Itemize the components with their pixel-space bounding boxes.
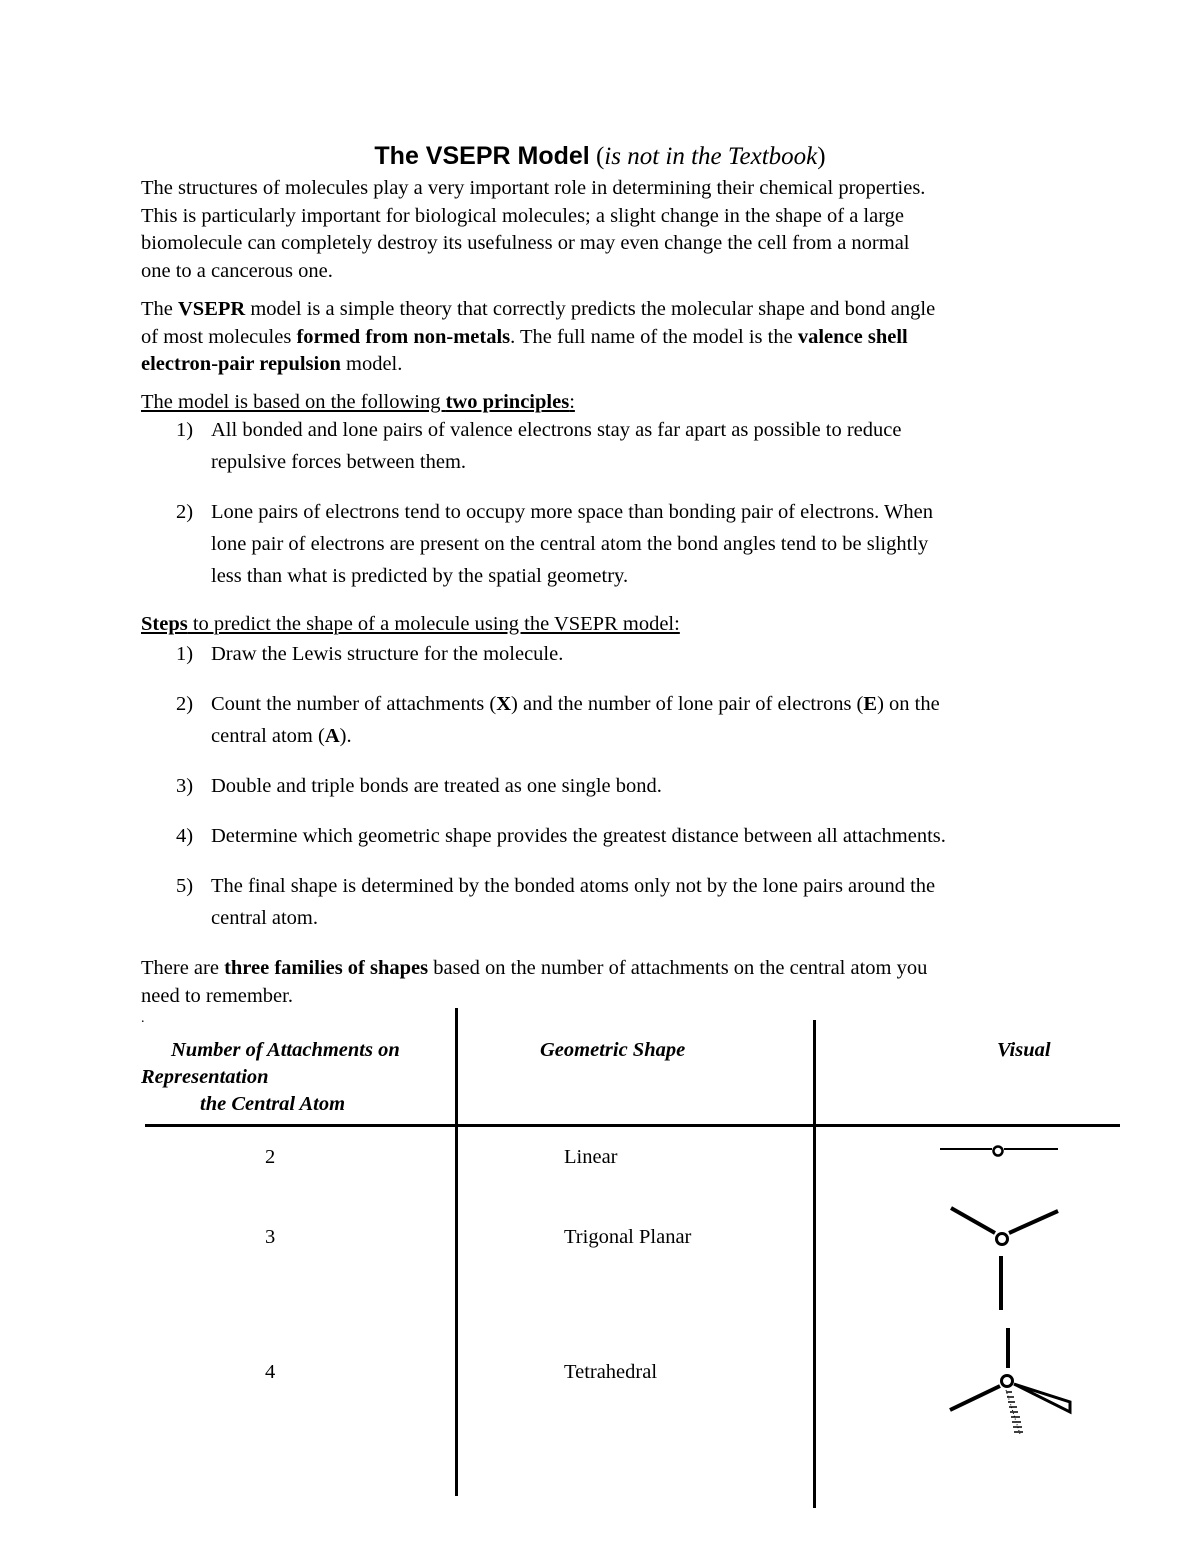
- list-number: 5): [176, 875, 194, 897]
- row-shape: Tetrahedral: [564, 1361, 658, 1383]
- text-run: ) on the: [877, 693, 940, 715]
- step-line: The final shape is determined by the bonded atoms only not by the lone pairs around the: [211, 875, 936, 897]
- linear-icon: [935, 1138, 1065, 1164]
- bold-term: three families of shapes: [224, 957, 429, 979]
- text-run: need to remember.: [141, 984, 293, 1007]
- title-main: The VSEPR Model: [374, 142, 590, 170]
- step-line: Determine which geometric shape provides the greatest distance between all attachments.: [211, 825, 946, 847]
- tetrahedral-icon: [940, 1322, 1080, 1442]
- intro-line: The structures of molecules play a very important role in determining their chemical properties.: [141, 177, 926, 199]
- bold-term: A: [324, 725, 340, 747]
- trigonal-planar-icon: [945, 1200, 1065, 1315]
- text-run: model.: [340, 353, 403, 375]
- title-paren-close: ): [817, 143, 826, 170]
- step-line: central atom.: [211, 907, 319, 929]
- table-header-rule: [145, 1124, 1120, 1127]
- title-subtitle: is not in the Textbook: [604, 143, 818, 170]
- principle-line: less than what is predicted by the spatial geometry.: [211, 565, 629, 587]
- vsepr-paragraph: [141, 296, 1071, 379]
- text-run: model is a simple theory that correctly predicts the molecular shape and bond angle: [245, 298, 936, 320]
- list-number: 1): [176, 643, 194, 665]
- step-line: Draw the Lewis structure for the molecule.: [211, 643, 564, 665]
- principle-line: lone pair of electrons are present on the central atom the bond angles tend to be slightly: [211, 533, 929, 555]
- principle-line: All bonded and lone pairs of valence electrons stay as far apart as possible to reduce: [211, 419, 902, 441]
- text-run: The: [141, 298, 178, 320]
- bold-term: two principles: [445, 391, 570, 413]
- text-run: There are: [141, 957, 225, 979]
- header-geometric-shape: Geometric Shape: [540, 1039, 686, 1061]
- steps-heading: [141, 611, 1071, 639]
- text-run: The model is based on the following: [141, 391, 446, 413]
- intro-line: This is particularly important for biological molecules; a slight change in the shape of a large: [141, 204, 905, 227]
- header-visual: Visual: [997, 1039, 1051, 1061]
- header-representation: Representation: [141, 1066, 269, 1088]
- text-run: Count the number of attachments (: [211, 693, 497, 715]
- text-run: . The full name of the model is the: [510, 325, 798, 348]
- row-count: 4: [265, 1361, 276, 1383]
- bold-term: X: [496, 693, 512, 715]
- row-shape: Trigonal Planar: [564, 1226, 692, 1248]
- step-line: Double and triple bonds are treated as one single bond.: [211, 775, 662, 797]
- list-number: 1): [176, 419, 194, 441]
- header-central-atom: the Central Atom: [200, 1093, 346, 1115]
- families-paragraph: [141, 955, 1071, 1028]
- title-paren-open: (: [589, 143, 605, 170]
- header-attachments: Number of Attachments on: [171, 1039, 400, 1061]
- text-run: ) and the number of lone pair of electrons (: [511, 693, 864, 715]
- bold-term: E: [863, 693, 878, 715]
- bold-term: VSEPR: [178, 298, 246, 320]
- principle-line: Lone pairs of electrons tend to occupy more space than bonding pair of electrons. When: [211, 501, 934, 523]
- bold-term: Steps: [141, 613, 188, 635]
- table-divider-2: [813, 1020, 816, 1508]
- list-number: 4): [176, 825, 194, 847]
- stray-dot: .: [141, 1011, 145, 1026]
- page-title: [0, 142, 1200, 171]
- principle-line: repulsive forces between them.: [211, 451, 467, 473]
- text-run: of most molecules: [141, 325, 297, 348]
- text-run: central atom (: [211, 725, 325, 747]
- text-run: ).: [339, 725, 352, 747]
- bold-term: electron-pair repulsion: [141, 353, 341, 375]
- row-count: 3: [265, 1226, 276, 1248]
- row-count: 2: [265, 1146, 276, 1168]
- intro-paragraph: [141, 175, 1071, 285]
- intro-line: one to a cancerous one.: [141, 259, 333, 282]
- bold-term: valence shell: [797, 325, 908, 348]
- table-divider-1: [455, 1008, 458, 1496]
- text-run: to predict the shape of a molecule using the VSEPR model:: [187, 613, 680, 635]
- list-number: 2): [176, 501, 194, 523]
- text-run: based on the number of attachments on the central atom you: [428, 957, 928, 979]
- bold-term: formed from non-metals: [296, 325, 511, 348]
- row-shape: Linear: [564, 1146, 618, 1168]
- text-run: :: [569, 391, 575, 413]
- principles-heading: [141, 389, 1071, 417]
- intro-line: biomolecule can completely destroy its usefulness or may even change the cell from a normal: [141, 232, 910, 254]
- list-number: 2): [176, 693, 194, 715]
- list-number: 3): [176, 775, 194, 797]
